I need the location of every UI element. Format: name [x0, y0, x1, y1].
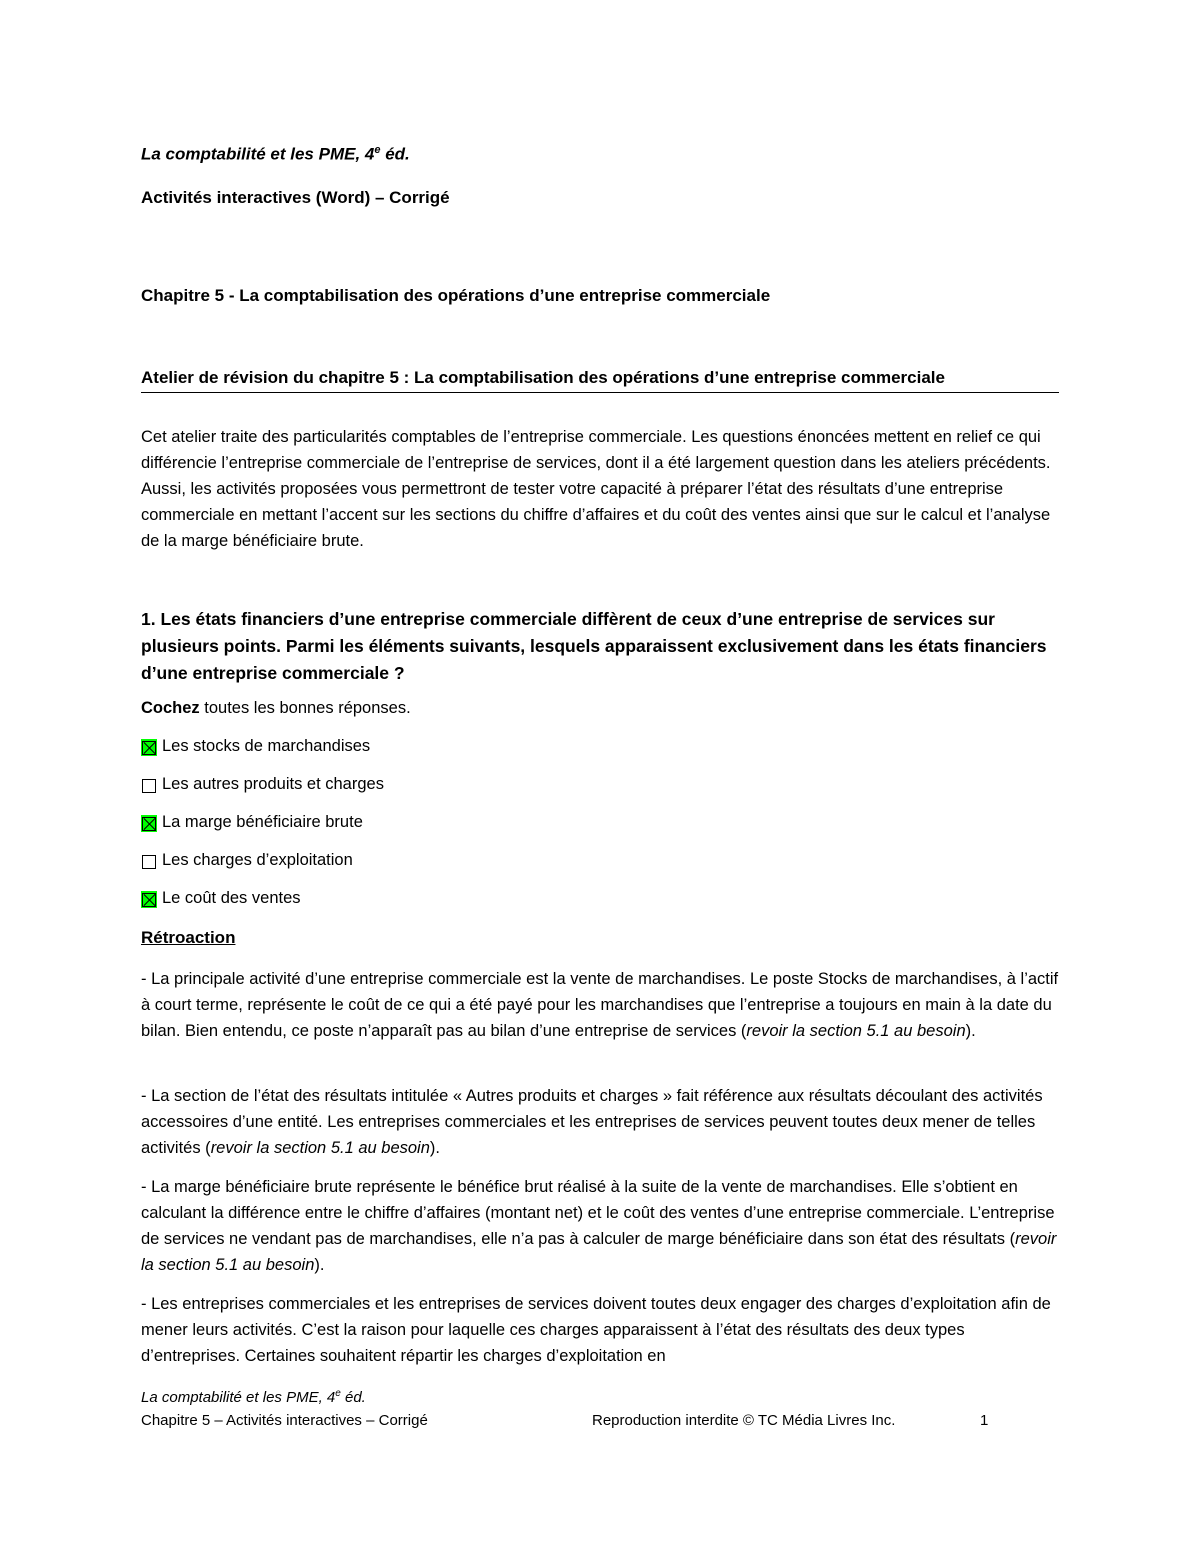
- feedback-paragraph: - La marge bénéficiaire brute représente le bénéfice brut réalisé à la suite de la vente de marchandises. Elle s’obtient en calculant la différence entre le chiffre d’affaires (montant net) et le coût des ventes d’une entreprise commerciale. L’entreprise de services ne vendant pas de marchandises, elle n’a pas à calculer de marge bénéficiaire dans son état des résultats (revoir la section 5.1 au besoin).: [141, 1178, 1057, 1274]
- checked-checkbox-icon[interactable]: [141, 739, 157, 756]
- option-item[interactable]: [141, 851, 384, 889]
- workshop-title: Atelier de révision du chapitre 5 : La comptabilisation des opérations d’une entreprise commerciale: [141, 368, 1059, 393]
- option-item[interactable]: [141, 889, 384, 927]
- unchecked-checkbox-icon[interactable]: [141, 777, 157, 794]
- option-label: Les stocks de marchandises: [162, 737, 371, 755]
- instruction-text: Cochez toutes les bonnes réponses.: [141, 699, 411, 717]
- feedback-heading: Rétroaction: [141, 928, 236, 947]
- option-item[interactable]: [141, 813, 384, 851]
- option-label: Les charges d’exploitation: [162, 851, 353, 869]
- question-text: 1. Les états financiers d’une entreprise commerciale diffèrent de ceux d’une entreprise de services sur plusieurs points. Parmi les éléments suivants, lesquels apparaissent exclusivement dans les états financiers d’une entreprise commerciale ?: [141, 609, 1047, 683]
- unchecked-checkbox-icon[interactable]: [141, 853, 157, 870]
- intro-paragraph: Cet atelier traite des particularités comptables de l’entreprise commerciale. Les questions énoncées mettent en relief ce qui différencie l’entreprise commerciale de l’entreprise de services, dont il a été largement question dans les ateliers précédents. Aussi, les activités proposées vous permettront de tester votre capacité à préparer l’état des résultats d’une entreprise commerciale en mettant l’accent sur les sections du chiffre d’affaires et du coût des ventes ainsi que sur le calcul et l’analyse de la marge bénéficiaire brute.: [141, 428, 1051, 550]
- answer-options: [141, 737, 384, 927]
- document-subtitle: Activités interactives (Word) – Corrigé: [141, 188, 450, 207]
- option-label: Les autres produits et charges: [162, 775, 384, 793]
- checked-checkbox-icon[interactable]: [141, 891, 157, 908]
- checked-checkbox-icon[interactable]: [141, 815, 157, 832]
- option-label: Le coût des ventes: [162, 889, 301, 907]
- option-item[interactable]: [141, 737, 384, 775]
- chapter-title: Chapitre 5 - La comptabilisation des opérations d’une entreprise commerciale: [141, 286, 771, 305]
- footer-chapter-label: Chapitre 5 – Activités interactives – Corrigé: [141, 1412, 428, 1429]
- page-number: 1: [980, 1412, 989, 1429]
- option-label: La marge bénéficiaire brute: [162, 813, 363, 831]
- feedback-paragraph: - Les entreprises commerciales et les entreprises de services doivent toutes deux engager des charges d’exploitation afin de mener leurs activités. C’est la raison pour laquelle ces charges apparaissent à l’état des résultats des deux types d’entreprises. Certaines souhaitent répartir les charges d’exploitation en: [141, 1295, 1051, 1365]
- feedback-paragraph: - La section de l’état des résultats intitulée « Autres produits et charges » fait référence aux résultats découlant des activités accessoires d’une entité. Les entreprises commerciales et les entreprises de services peuvent toutes deux mener de telles activités (revoir la section 5.1 au besoin).: [141, 1087, 1043, 1157]
- footer-book-title: La comptabilité et les PME, 4e éd.: [141, 1388, 366, 1406]
- feedback-paragraph: - La principale activité d’une entreprise commerciale est la vente de marchandises. Le poste Stocks de marchandises, à l’actif à court terme, représente le coût de ce qui a été payé pour les marchandises que l’entreprise a toujours en main à la date du bilan. Bien entendu, ce poste n’apparaît pas au bilan d’une entreprise de services (revoir la section 5.1 au besoin).: [141, 970, 1059, 1040]
- footer-copyright: Reproduction interdite © TC Média Livres Inc.: [592, 1412, 896, 1429]
- book-title: La comptabilité et les PME, 4e éd.: [141, 144, 410, 164]
- option-item[interactable]: [141, 775, 384, 813]
